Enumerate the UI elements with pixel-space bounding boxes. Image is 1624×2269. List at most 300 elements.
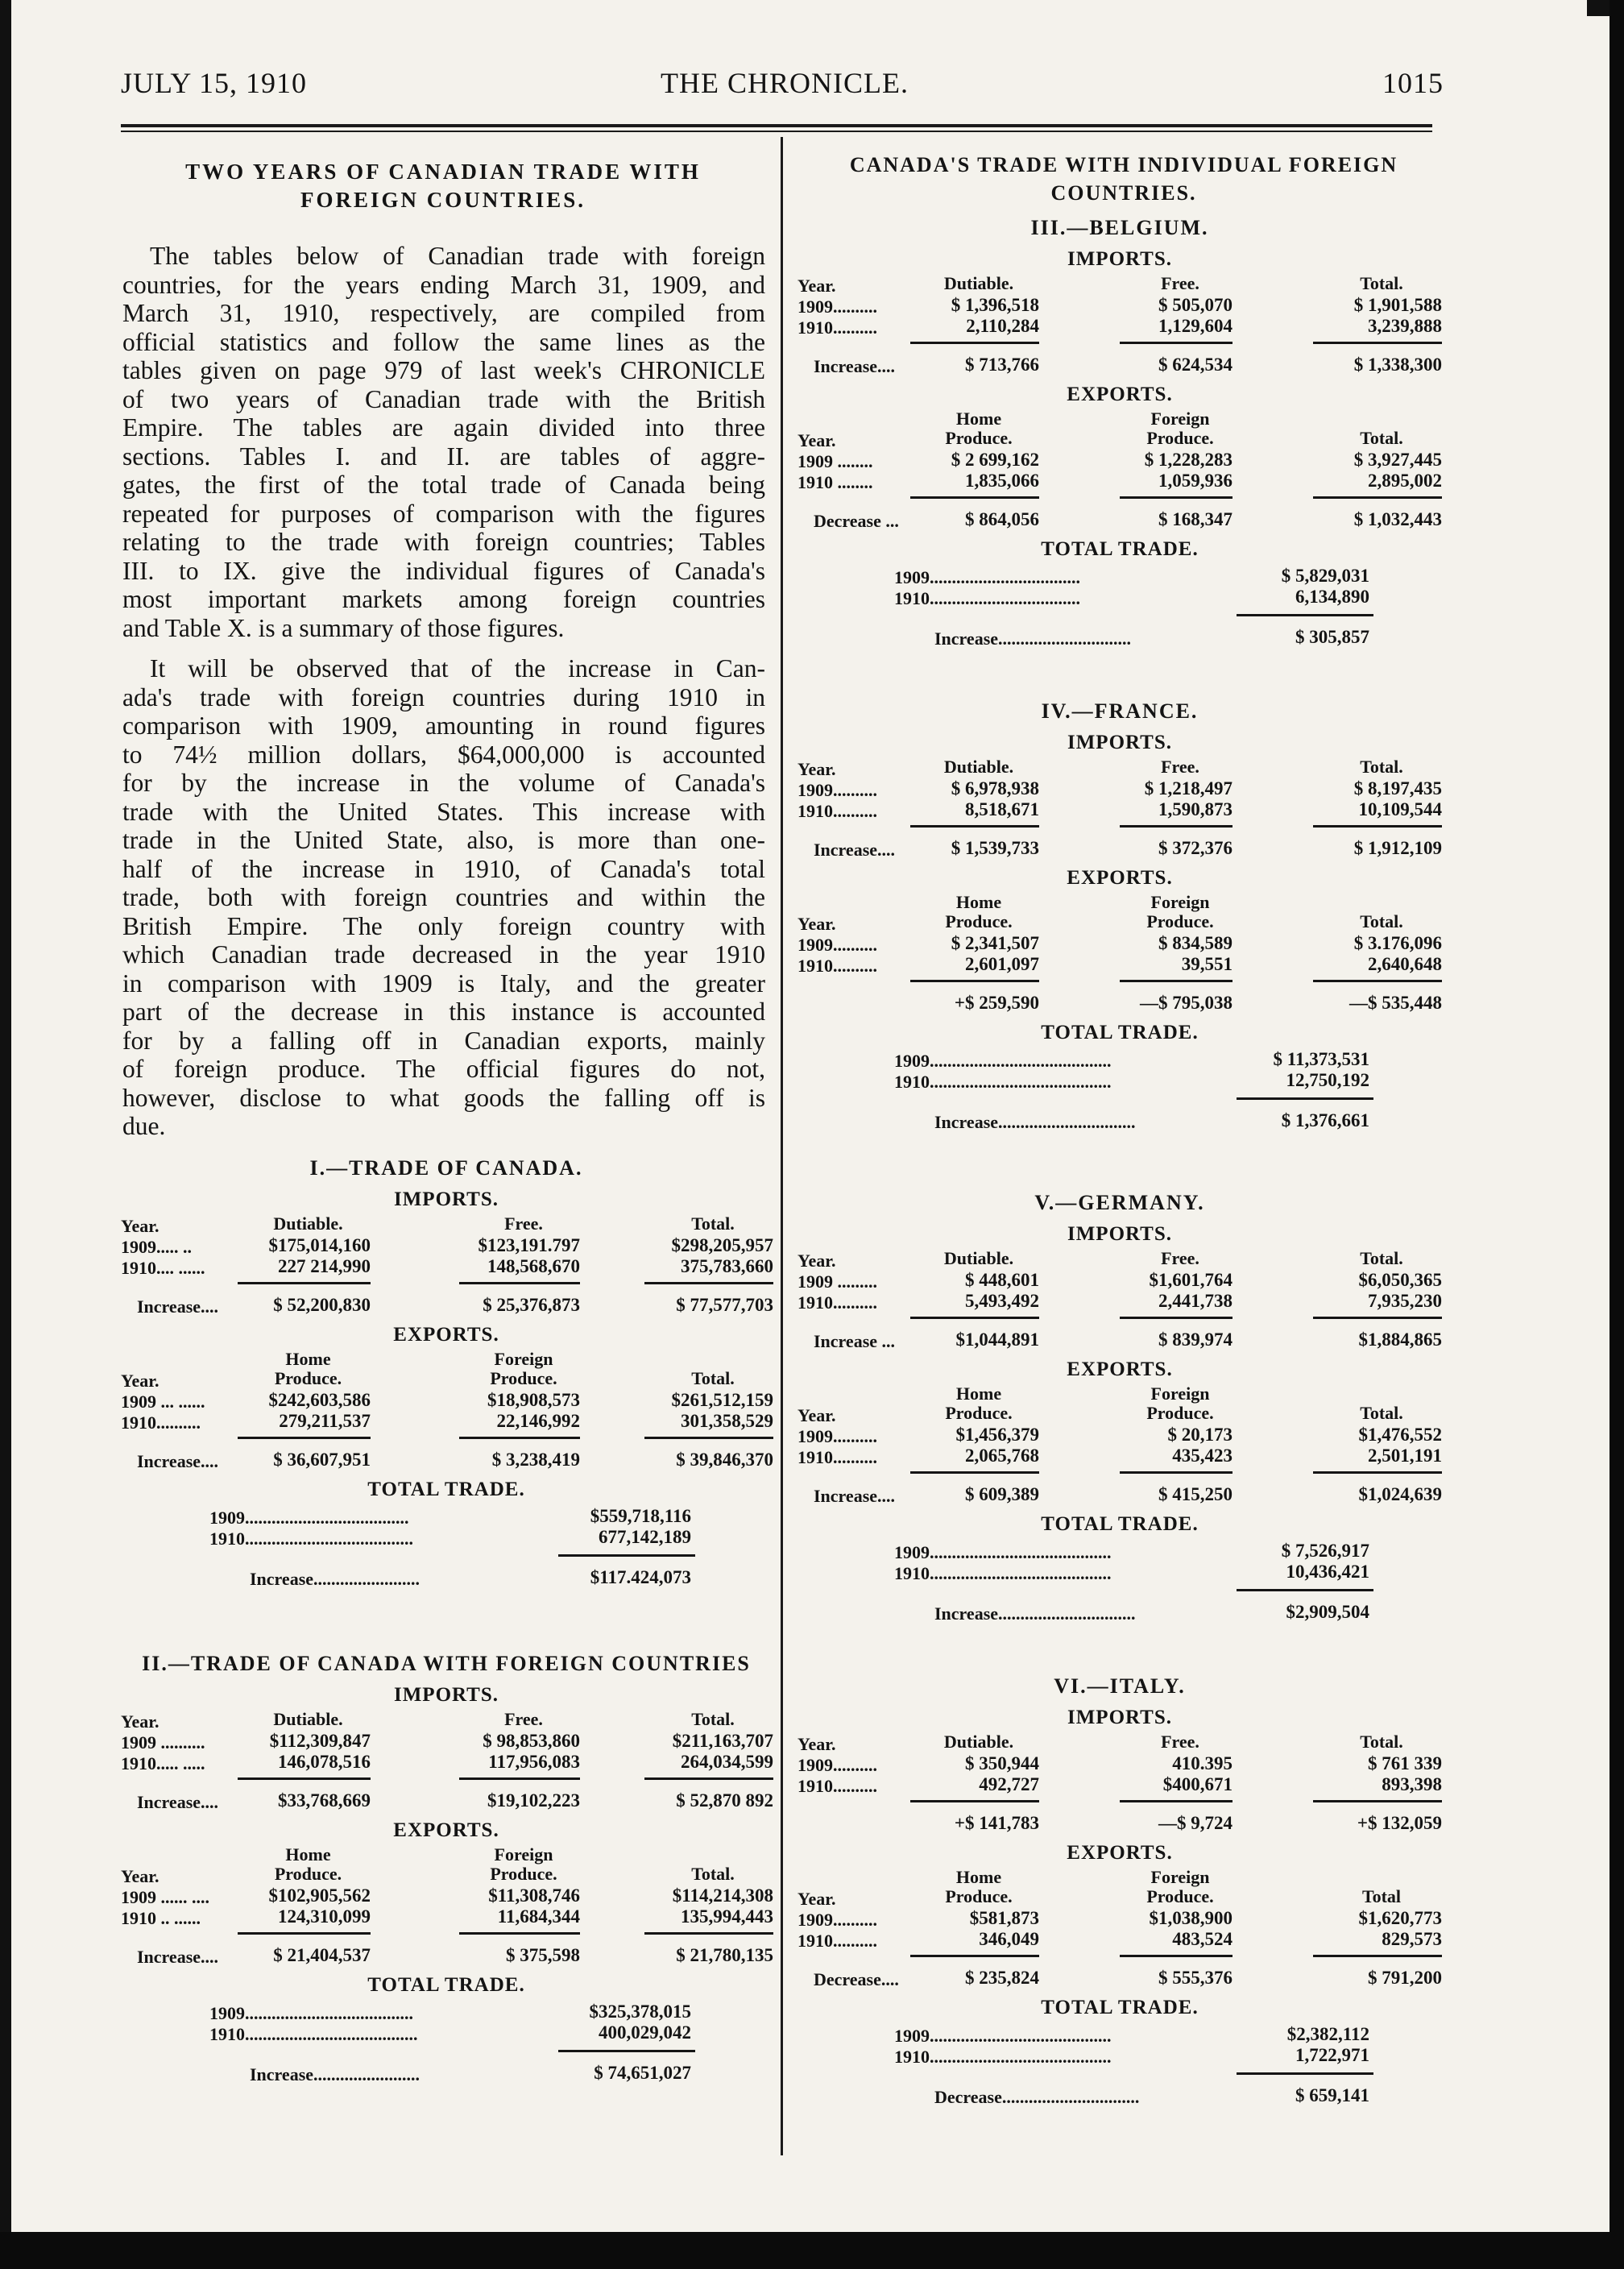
article-line: trade with the United States. This increase with bbox=[122, 797, 765, 826]
table-cell: $123,191.797 bbox=[478, 1235, 580, 1255]
exports-heading: EXPORTS. bbox=[393, 1324, 499, 1346]
year-column-label: Year. bbox=[798, 276, 836, 296]
column-header: Free. bbox=[1161, 1248, 1199, 1268]
total-rule bbox=[558, 2050, 695, 2052]
exports-heading: EXPORTS. bbox=[393, 1819, 499, 1841]
table-cell: 301,358,529 bbox=[681, 1411, 773, 1431]
column-header: Home bbox=[955, 1867, 1002, 1887]
exports-heading: EXPORTS. bbox=[1067, 1842, 1173, 1864]
result-label: Increase ... bbox=[814, 1331, 896, 1351]
result-cell: —$ 9,724 bbox=[1158, 1813, 1232, 1833]
result-cell: $ 375,598 bbox=[506, 1945, 580, 1965]
column-header: Free. bbox=[504, 1709, 543, 1729]
table-cell: 2,895,002 bbox=[1368, 471, 1442, 491]
column-header: Total. bbox=[1360, 757, 1403, 777]
result-cell: $ 609,389 bbox=[965, 1484, 1039, 1504]
total-rule bbox=[1237, 614, 1373, 616]
header-rule bbox=[121, 124, 1432, 127]
column-rule bbox=[459, 1932, 580, 1935]
result-cell: $ 1,912,109 bbox=[1353, 838, 1442, 858]
column-header: Produce. bbox=[1146, 911, 1214, 931]
result-label: Increase.... bbox=[137, 1792, 219, 1812]
column-rule bbox=[644, 1777, 773, 1780]
column-header: Foreign bbox=[494, 1349, 553, 1369]
result-cell: $ 713,766 bbox=[965, 355, 1039, 375]
article-line: for by a falling off in Canadian exports, mainly bbox=[122, 1026, 765, 1055]
year-label: 1910.......... bbox=[798, 317, 877, 338]
table-title: I.—TRADE OF CANADA. bbox=[309, 1156, 583, 1180]
result-cell: $ 1,338,300 bbox=[1353, 355, 1442, 375]
result-cell: —$ 535,448 bbox=[1349, 993, 1442, 1013]
year-label: 1909.......... bbox=[798, 1910, 877, 1930]
column-rule bbox=[1120, 980, 1232, 982]
year-label: 1909..... .. bbox=[121, 1237, 192, 1257]
year-label: 1909 .......... bbox=[121, 1732, 205, 1753]
result-cell: $ 415,250 bbox=[1158, 1484, 1232, 1504]
column-rule bbox=[1120, 1955, 1232, 1957]
result-cell: $ 52,200,830 bbox=[273, 1295, 371, 1315]
column-header: Foreign bbox=[1150, 892, 1210, 912]
imports-heading: IMPORTS. bbox=[393, 1188, 499, 1210]
result-cell: $ 36,607,951 bbox=[273, 1450, 371, 1470]
column-header: Home bbox=[955, 409, 1002, 429]
result-cell: $ 555,376 bbox=[1158, 1968, 1232, 1988]
column-rule bbox=[1120, 825, 1232, 828]
table-title: III.—BELGIUM. bbox=[1030, 216, 1209, 239]
column-header: Produce. bbox=[945, 1886, 1013, 1906]
table-cell: $ 6,978,938 bbox=[951, 778, 1039, 799]
column-rule bbox=[1313, 1471, 1442, 1474]
article-line: The tables below of Canadian trade with foreign bbox=[150, 242, 765, 270]
result-cell: +$ 141,783 bbox=[954, 1813, 1039, 1833]
column-header: Total bbox=[1361, 1886, 1402, 1906]
article-line: countries, for the years ending March 31, 1909, and bbox=[122, 270, 765, 299]
column-rule bbox=[910, 496, 1039, 499]
table-cell: 148,568,670 bbox=[487, 1256, 580, 1276]
year-column-label: Year. bbox=[798, 914, 836, 934]
total-year-label: 1910....................................... bbox=[209, 2024, 418, 2044]
column-header: Produce. bbox=[945, 911, 1013, 931]
column-rule bbox=[1313, 496, 1442, 499]
article-line: part of the decrease in this instance is accounted bbox=[122, 998, 765, 1026]
table-cell: 279,211,537 bbox=[279, 1411, 371, 1431]
table-cell: $1,476,552 bbox=[1358, 1425, 1442, 1445]
year-label: 1910.... ...... bbox=[121, 1258, 205, 1278]
total-year-label: 1910...................................... bbox=[209, 1529, 413, 1549]
column-header: Dutiable. bbox=[943, 757, 1014, 777]
column-header: Dutiable. bbox=[273, 1709, 343, 1729]
total-result-label: Increase............................... bbox=[934, 1112, 1136, 1132]
year-column-label: Year. bbox=[121, 1866, 160, 1886]
table-cell: $102,905,562 bbox=[268, 1885, 371, 1906]
total-rule bbox=[1237, 1589, 1373, 1591]
column-rule bbox=[644, 1932, 773, 1935]
year-label: 1910.......... bbox=[798, 1292, 877, 1313]
total-trade-heading: TOTAL TRADE. bbox=[1041, 1513, 1199, 1535]
column-header: Free. bbox=[1161, 1732, 1199, 1752]
column-header: Produce. bbox=[945, 1403, 1013, 1423]
year-label: 1909 ........ bbox=[798, 451, 873, 471]
column-header: Dutiable. bbox=[273, 1213, 343, 1234]
exports-heading: EXPORTS. bbox=[1067, 1358, 1173, 1380]
article-line: to 74½ million dollars, $64,000,000 is accounted bbox=[122, 740, 765, 769]
table-cell: 2,640,648 bbox=[1368, 954, 1442, 974]
column-header: Produce. bbox=[274, 1864, 342, 1884]
year-label: 1909 ...... .... bbox=[121, 1887, 209, 1907]
result-cell: $19,102,223 bbox=[487, 1790, 580, 1811]
result-cell: $ 791,200 bbox=[1368, 1968, 1442, 1988]
total-trade-heading: TOTAL TRADE. bbox=[1041, 1997, 1199, 2018]
table-cell: $ 98,853,860 bbox=[483, 1731, 580, 1751]
column-header: Foreign bbox=[1150, 1867, 1210, 1887]
total-result-label: Increase........................ bbox=[250, 1569, 420, 1589]
article-line: of foreign produce. The official figures do not, bbox=[122, 1055, 765, 1083]
issue-date: JULY 15, 1910 bbox=[121, 67, 308, 99]
table-cell: $ 2,341,507 bbox=[951, 933, 1039, 953]
article-line: tables given on page 979 of last week's CHRONICLE bbox=[122, 356, 765, 384]
article-line: British Empire. The only foreign country with bbox=[122, 911, 765, 940]
table-cell: 2,110,284 bbox=[966, 316, 1039, 336]
total-value: 12,750,192 bbox=[1286, 1070, 1369, 1090]
result-cell: $ 77,577,703 bbox=[676, 1295, 773, 1315]
table-cell: $ 761 339 bbox=[1368, 1753, 1442, 1773]
column-header: Total. bbox=[1360, 1403, 1403, 1423]
column-rule bbox=[459, 1282, 580, 1284]
total-result-label: Increase............................... bbox=[934, 1603, 1136, 1624]
year-label: 1910 .. ...... bbox=[121, 1908, 201, 1928]
article-line: in comparison with 1909 is Italy, and the greater bbox=[122, 969, 765, 998]
column-rule bbox=[238, 1777, 371, 1780]
table-cell: 10,109,544 bbox=[1358, 799, 1442, 819]
column-rule bbox=[238, 1282, 371, 1284]
column-header: Dutiable. bbox=[943, 1248, 1014, 1268]
result-label: Increase.... bbox=[137, 1451, 219, 1471]
table-cell: $298,205,957 bbox=[671, 1235, 773, 1255]
total-value: $559,718,116 bbox=[590, 1506, 691, 1526]
column-rule bbox=[1313, 1955, 1442, 1957]
column-header: Total. bbox=[1360, 1732, 1403, 1752]
scan-edge bbox=[0, 0, 11, 2232]
imports-heading: IMPORTS. bbox=[393, 1684, 499, 1706]
result-cell: $ 21,780,135 bbox=[676, 1945, 773, 1965]
article-line: half of the increase in 1910, of Canada's total bbox=[122, 854, 765, 883]
imports-heading: IMPORTS. bbox=[1067, 1223, 1173, 1245]
year-label: 1910.......... bbox=[798, 801, 877, 821]
table-cell: $ 20,173 bbox=[1167, 1425, 1232, 1445]
column-rule bbox=[1120, 1800, 1232, 1802]
table-cell: 410.395 bbox=[1172, 1753, 1232, 1773]
result-label: Increase.... bbox=[814, 840, 896, 860]
table-cell: 2,501,191 bbox=[1368, 1446, 1442, 1466]
table-cell: $ 3,927,445 bbox=[1353, 450, 1442, 470]
result-cell: +$ 259,590 bbox=[954, 993, 1039, 1013]
column-rule bbox=[910, 980, 1039, 982]
total-trade-heading: TOTAL TRADE. bbox=[1041, 1022, 1199, 1043]
column-header: Total. bbox=[691, 1213, 735, 1234]
article-line: however, disclose to what goods the falling off is bbox=[122, 1083, 765, 1112]
column-header: Foreign bbox=[1150, 1383, 1210, 1404]
column-header: Home bbox=[955, 892, 1002, 912]
result-cell: $33,768,669 bbox=[278, 1790, 371, 1811]
table-cell: 39,551 bbox=[1181, 954, 1232, 974]
column-divider bbox=[781, 137, 783, 2155]
article-line: Empire. The tables are again divided into three bbox=[122, 413, 765, 442]
table-cell: 264,034,599 bbox=[681, 1752, 773, 1772]
table-cell: $112,309,847 bbox=[269, 1731, 371, 1751]
year-label: 1910 ........ bbox=[798, 472, 873, 492]
year-label: 1909.......... bbox=[798, 935, 877, 955]
right-column-heading-line-2: COUNTRIES. bbox=[1050, 181, 1197, 205]
total-result-value: $117.424,073 bbox=[590, 1567, 691, 1587]
table-cell: 227 214,990 bbox=[278, 1256, 371, 1276]
column-rule bbox=[459, 1437, 580, 1439]
table-title: VI.—ITALY. bbox=[1054, 1674, 1186, 1698]
right-column-heading-line-1: CANADA'S TRADE WITH INDIVIDUAL FOREIGN bbox=[849, 153, 1398, 176]
table-cell: 3,239,888 bbox=[1368, 316, 1442, 336]
result-label: Increase.... bbox=[137, 1947, 219, 1967]
year-label: 1910.......... bbox=[121, 1412, 201, 1433]
column-header: Home bbox=[285, 1844, 331, 1865]
column-header: Total. bbox=[691, 1709, 735, 1729]
imports-heading: IMPORTS. bbox=[1067, 248, 1173, 270]
total-result-label: Decrease............................... bbox=[934, 2087, 1140, 2107]
result-cell: $ 52,870 892 bbox=[676, 1790, 773, 1811]
table-cell: $ 3.176,096 bbox=[1353, 933, 1442, 953]
year-label: 1909.......... bbox=[798, 780, 877, 800]
result-cell: $ 839,974 bbox=[1158, 1329, 1232, 1350]
table-cell: 2,441,738 bbox=[1158, 1291, 1232, 1311]
article-line: trade, both with foreign countries and within the bbox=[122, 883, 765, 911]
result-cell: $ 864,056 bbox=[965, 509, 1039, 529]
total-value: 677,142,189 bbox=[599, 1527, 691, 1547]
column-header: Total. bbox=[691, 1368, 735, 1388]
table-cell: 124,310,099 bbox=[278, 1906, 371, 1927]
article-line: for by the increase in the volume of Canada's bbox=[122, 769, 765, 797]
result-cell: $ 3,238,419 bbox=[491, 1450, 580, 1470]
column-rule bbox=[238, 1437, 371, 1439]
column-header: Free. bbox=[1161, 273, 1199, 293]
column-rule bbox=[1313, 1800, 1442, 1802]
total-result-value: $2,909,504 bbox=[1286, 1602, 1369, 1622]
article-line: ada's trade with foreign countries during 1910 in bbox=[122, 682, 765, 711]
column-header: Home bbox=[285, 1349, 331, 1369]
total-trade-heading: TOTAL TRADE. bbox=[1041, 538, 1199, 560]
table-title: II.—TRADE OF CANADA WITH FOREIGN COUNTRIES bbox=[142, 1652, 751, 1675]
column-header: Produce. bbox=[1146, 428, 1214, 448]
table-cell: $ 350,944 bbox=[965, 1753, 1039, 1773]
article-line: gates, the first of the total trade of Canada being bbox=[122, 471, 765, 499]
table-cell: 2,065,768 bbox=[965, 1446, 1039, 1466]
total-year-label: 1909......................................... bbox=[894, 1051, 1112, 1071]
total-value: 1,722,971 bbox=[1295, 2045, 1369, 2065]
column-rule bbox=[910, 1317, 1039, 1319]
table-cell: $ 448,601 bbox=[965, 1270, 1039, 1290]
year-label: 1909 ......... bbox=[798, 1271, 877, 1292]
table-cell: 117,956,083 bbox=[488, 1752, 580, 1772]
result-label: Increase.... bbox=[814, 356, 896, 376]
total-trade-heading: TOTAL TRADE. bbox=[367, 1974, 525, 1996]
column-header: Total. bbox=[1360, 911, 1403, 931]
result-cell: $ 1,032,443 bbox=[1353, 509, 1442, 529]
article-line: It will be observed that of the increase in Can- bbox=[150, 654, 765, 682]
result-cell: $ 1,539,733 bbox=[951, 838, 1039, 858]
year-column-label: Year. bbox=[798, 1734, 836, 1754]
year-column-label: Year. bbox=[798, 1889, 836, 1909]
table-cell: 346,049 bbox=[979, 1929, 1039, 1949]
article-line: relating to the trade with foreign countries; Tables bbox=[122, 528, 765, 556]
table-cell: 11,684,344 bbox=[497, 1906, 580, 1927]
column-header: Total. bbox=[1360, 1248, 1403, 1268]
column-rule bbox=[1120, 1471, 1232, 1474]
total-rule bbox=[558, 1554, 695, 1557]
header-rule-thin bbox=[121, 131, 1432, 132]
column-header: Produce. bbox=[490, 1864, 557, 1884]
article-line: official statistics and follow the same lines as the bbox=[122, 327, 765, 356]
column-header: Total. bbox=[691, 1864, 735, 1884]
table-cell: 135,994,443 bbox=[681, 1906, 773, 1927]
table-cell: 22,146,992 bbox=[496, 1411, 580, 1431]
article-line: trade in the United State, also, is more than one- bbox=[122, 826, 765, 854]
result-cell: $1,024,639 bbox=[1358, 1484, 1442, 1504]
total-year-label: 1909.................................. bbox=[894, 567, 1080, 587]
article-line: due. bbox=[122, 1112, 166, 1140]
result-cell: $ 39,846,370 bbox=[676, 1450, 773, 1470]
table-cell: 7,935,230 bbox=[1368, 1291, 1442, 1311]
exports-heading: EXPORTS. bbox=[1067, 867, 1173, 889]
total-value: $2,382,112 bbox=[1286, 2024, 1369, 2044]
table-cell: 8,518,671 bbox=[965, 799, 1039, 819]
column-header: Produce. bbox=[274, 1368, 342, 1388]
result-cell: $ 235,824 bbox=[965, 1968, 1039, 1988]
total-year-label: 1909......................................... bbox=[894, 1542, 1112, 1562]
total-value: $ 5,829,031 bbox=[1281, 566, 1369, 586]
total-year-label: 1909...................................... bbox=[209, 2003, 413, 2023]
result-cell: $1,044,891 bbox=[955, 1329, 1039, 1350]
table-cell: $ 2 699,162 bbox=[951, 450, 1039, 470]
column-header: Total. bbox=[1360, 428, 1403, 448]
result-label: Increase.... bbox=[814, 1486, 896, 1506]
total-value: $ 11,373,531 bbox=[1273, 1049, 1369, 1069]
total-rule bbox=[1237, 2072, 1373, 2075]
column-rule bbox=[910, 1955, 1039, 1957]
table-cell: 1,835,066 bbox=[965, 471, 1039, 491]
table-cell: $1,456,379 bbox=[955, 1425, 1039, 1445]
table-cell: 893,398 bbox=[1382, 1774, 1442, 1794]
year-column-label: Year. bbox=[798, 430, 836, 450]
column-header: Produce. bbox=[1146, 1886, 1214, 1906]
result-cell: $ 25,376,873 bbox=[483, 1295, 580, 1315]
column-header: Foreign bbox=[494, 1844, 553, 1865]
scan-corner bbox=[1587, 0, 1610, 16]
article-title-line-1: TWO YEARS OF CANADIAN TRADE WITH bbox=[185, 160, 701, 184]
year-column-label: Year. bbox=[121, 1216, 160, 1236]
total-value: $ 7,526,917 bbox=[1281, 1541, 1369, 1561]
year-label: 1910.......... bbox=[798, 956, 877, 976]
total-rule bbox=[1237, 1097, 1373, 1100]
table-title: IV.—FRANCE. bbox=[1041, 699, 1199, 723]
table-cell: $18,908,573 bbox=[487, 1390, 580, 1410]
column-header: Free. bbox=[1161, 757, 1199, 777]
table-cell: 2,601,097 bbox=[965, 954, 1039, 974]
exports-heading: EXPORTS. bbox=[1067, 384, 1173, 405]
total-result-label: Increase........................ bbox=[250, 2064, 420, 2084]
table-cell: $ 1,901,588 bbox=[1353, 295, 1442, 315]
total-value: 400,029,042 bbox=[599, 2022, 691, 2043]
column-header: Total. bbox=[1360, 273, 1403, 293]
table-cell: 1,059,936 bbox=[1158, 471, 1232, 491]
column-header: Home bbox=[955, 1383, 1002, 1404]
result-cell: $ 21,404,537 bbox=[273, 1945, 371, 1965]
result-cell: —$ 795,038 bbox=[1140, 993, 1232, 1013]
column-rule bbox=[910, 1471, 1039, 1474]
column-rule bbox=[910, 1800, 1039, 1802]
total-value: 6,134,890 bbox=[1295, 587, 1369, 607]
column-rule bbox=[644, 1282, 773, 1284]
publication-title: THE CHRONICLE. bbox=[661, 67, 909, 99]
table-cell: $242,603,586 bbox=[268, 1390, 371, 1410]
table-cell: 435,423 bbox=[1172, 1446, 1232, 1466]
table-cell: $1,038,900 bbox=[1149, 1908, 1232, 1928]
total-year-label: 1910......................................... bbox=[894, 1072, 1112, 1092]
result-label: Decrease.... bbox=[814, 1969, 899, 1989]
total-trade-heading: TOTAL TRADE. bbox=[367, 1479, 525, 1500]
table-cell: $ 1,218,497 bbox=[1144, 778, 1232, 799]
column-rule bbox=[1120, 1317, 1232, 1319]
table-cell: 492,727 bbox=[979, 1774, 1039, 1794]
total-year-label: 1910.................................. bbox=[894, 588, 1080, 608]
column-rule bbox=[459, 1777, 580, 1780]
column-rule bbox=[1313, 980, 1442, 982]
page-number: 1015 bbox=[1382, 67, 1444, 99]
result-cell: $ 372,376 bbox=[1158, 838, 1232, 858]
year-column-label: Year. bbox=[798, 1405, 836, 1425]
article-line: which Canadian trade decreased in the year 1910 bbox=[122, 940, 765, 969]
table-cell: $114,214,308 bbox=[672, 1885, 773, 1906]
table-cell: $ 8,197,435 bbox=[1353, 778, 1442, 799]
column-header: Produce. bbox=[1146, 1403, 1214, 1423]
total-result-value: $ 659,141 bbox=[1295, 2085, 1369, 2105]
article-line: most important markets among foreign countries bbox=[122, 585, 765, 613]
year-label: 1910..... ..... bbox=[121, 1753, 205, 1773]
article-line: sections. Tables I. and II. are tables of aggre- bbox=[122, 442, 765, 471]
year-label: 1910.......... bbox=[798, 1447, 877, 1467]
article-line: March 31, 1910, respectively, are compiled from bbox=[122, 299, 765, 327]
result-label: Increase.... bbox=[137, 1296, 219, 1317]
year-column-label: Year. bbox=[798, 1251, 836, 1271]
column-header: Dutiable. bbox=[943, 1732, 1014, 1752]
table-cell: $11,308,746 bbox=[488, 1885, 580, 1906]
table-cell: $ 505,070 bbox=[1158, 295, 1232, 315]
article-title-line-2: FOREIGN COUNTRIES. bbox=[300, 188, 586, 212]
table-cell: 483,524 bbox=[1172, 1929, 1232, 1949]
total-year-label: 1909......................................... bbox=[894, 2026, 1112, 2046]
table-cell: $1,620,773 bbox=[1358, 1908, 1442, 1928]
year-label: 1910.......... bbox=[798, 1931, 877, 1951]
total-result-label: Increase.............................. bbox=[934, 628, 1132, 649]
column-header: Produce. bbox=[490, 1368, 557, 1388]
table-cell: $211,163,707 bbox=[672, 1731, 773, 1751]
table-cell: 375,783,660 bbox=[681, 1256, 773, 1276]
column-header: Produce. bbox=[945, 428, 1013, 448]
year-label: 1909 ... ...... bbox=[121, 1392, 205, 1412]
column-header: Foreign bbox=[1150, 409, 1210, 429]
article-line: of two years of Canadian trade with the British bbox=[122, 384, 765, 413]
column-rule bbox=[910, 342, 1039, 344]
article-line: III. to IX. give the individual figures of Canada's bbox=[122, 556, 765, 585]
year-label: 1909.......... bbox=[798, 297, 877, 317]
year-label: 1909.......... bbox=[798, 1426, 877, 1446]
table-cell: $ 1,396,518 bbox=[951, 295, 1039, 315]
